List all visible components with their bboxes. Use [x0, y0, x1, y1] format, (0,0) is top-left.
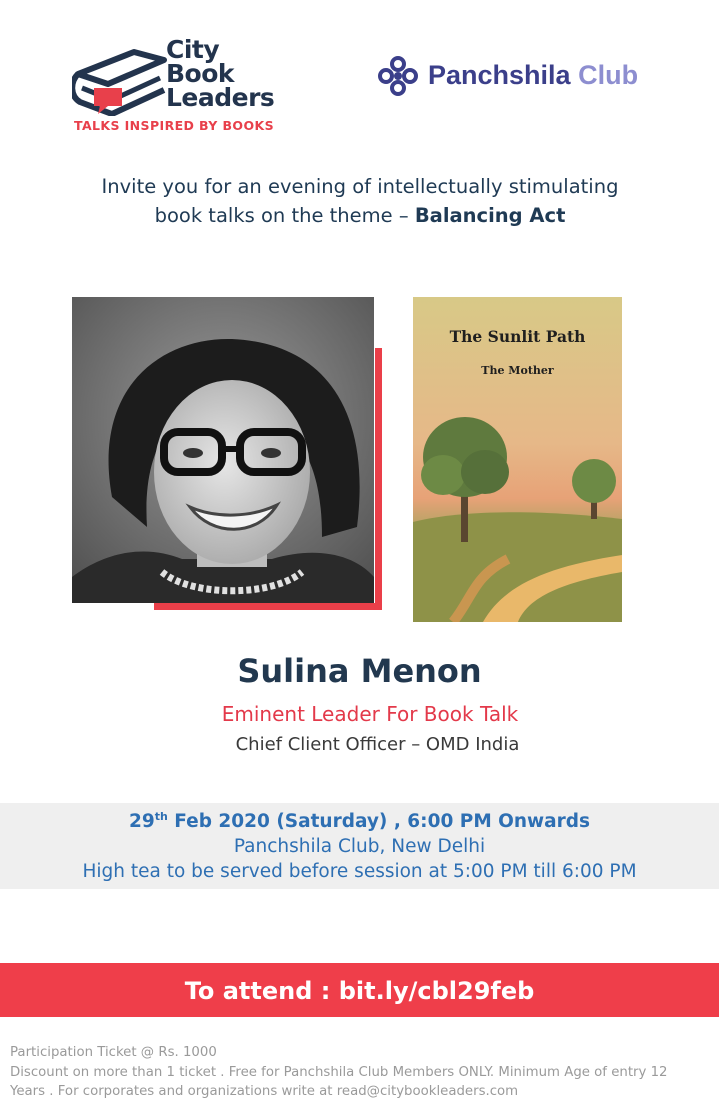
book-author: The Mother — [481, 364, 554, 377]
invitation-line2-prefix: book talks on the theme – — [154, 204, 415, 227]
city-book-leaders-logo — [72, 35, 292, 138]
invitation-text — [60, 172, 660, 230]
cbl-word-book: Book — [166, 59, 235, 88]
cbl-wordmark — [166, 35, 275, 112]
speaker-photo — [72, 297, 374, 603]
speaker-job-title: Chief Client Officer – OMD India — [235, 734, 520, 755]
event-datetime-text: Feb 2020 (Saturday) , 6:00 PM Onwards — [167, 811, 591, 832]
invitation-line1: Invite you for an evening of intellectually stimulating — [101, 175, 619, 198]
club-name-word2: Club — [578, 60, 639, 90]
book-title: The Sunlit Path — [449, 327, 586, 346]
cbl-tagline: TALKS INSPIRED BY BOOKS — [74, 118, 274, 133]
book-speech-icon — [72, 44, 167, 116]
event-day: 29 — [128, 811, 155, 832]
book-cover — [413, 297, 622, 622]
cbl-word-city: City — [166, 35, 220, 64]
speaker-role: Eminent Leader For Book Talk — [221, 702, 519, 726]
panchshila-club-logo — [376, 52, 706, 100]
fine-print-line3: Years . For corporates and organizations write at read@citybookleaders.com — [10, 1084, 519, 1099]
event-high-tea: High tea to be served before session at 5:00 PM till 6:00 PM — [82, 861, 637, 882]
event-details — [0, 803, 719, 889]
fine-print-line1: Participation Ticket @ Rs. 1000 — [10, 1045, 217, 1060]
fine-print-line2: Discount on more than 1 ticket . Free for Panchshila Club Members ONLY. Minimum Age of entry 12 — [10, 1064, 668, 1080]
club-name — [428, 60, 638, 91]
attend-link-banner[interactable]: To attend : bit.ly/cbl29feb — [0, 963, 719, 1017]
event-datetime — [0, 810, 719, 832]
event-venue: Panchshila Club, New Delhi — [233, 836, 486, 857]
invitation-line2 — [60, 201, 660, 230]
club-emblem-icon — [376, 54, 420, 98]
speaker-portrait-illustration — [72, 297, 374, 603]
speaker-name: Sulina Menon — [237, 652, 482, 690]
theme-name: Balancing Act — [414, 204, 566, 227]
cbl-word-leaders: Leaders — [166, 83, 275, 112]
ticket-fine-print — [10, 1043, 715, 1102]
event-day-suffix: th — [154, 810, 168, 823]
club-name-word1: Panchshila — [428, 60, 571, 90]
